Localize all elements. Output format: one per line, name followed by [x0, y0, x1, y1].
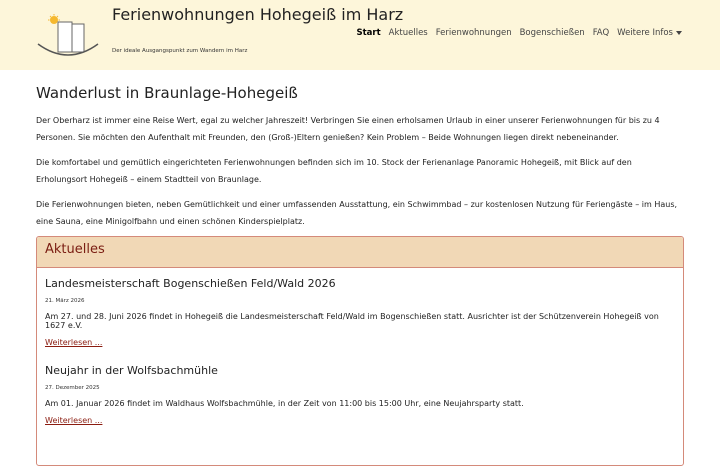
news-item-date: 27. Dezember 2025: [45, 385, 100, 391]
chevron-down-icon: [676, 31, 682, 35]
news-panel-header: [37, 237, 683, 268]
intro-paragraph-3: Die Ferienwohnungen bieten, neben Gemütlichkeit und einer umfassenden Ausstattung, ein Schwimmbad – zur kostenlosen Nutzung für Feriengäste – im Haus, eine Sauna, eine Minigolfbahn und einen schönen Kinderspielplatz.: [36, 200, 678, 226]
nav-aktuelles[interactable]: Aktuelles: [388, 28, 428, 38]
news-panel-title: Aktuelles: [45, 242, 105, 257]
news-item: [45, 363, 675, 427]
nav-weitere-infos[interactable]: [617, 28, 682, 38]
news-item: [45, 276, 675, 349]
site-title[interactable]: Ferienwohnungen Hohegeiß im Harz: [112, 5, 404, 24]
main-content: [36, 70, 684, 238]
nav-faq[interactable]: FAQ: [592, 28, 610, 38]
main-nav: [348, 28, 682, 38]
site-tagline: Der ideale Ausgangspunkt zum Wandern im Harz: [112, 48, 248, 54]
nav-ferienwohnungen[interactable]: Ferienwohnungen: [435, 28, 512, 38]
news-panel: [36, 236, 684, 466]
read-more-link[interactable]: Weiterlesen ...: [45, 416, 103, 425]
intro-paragraph-2: Die komfortabel und gemütlich eingerichteten Ferienwohnungen befinden sich im 10. Stock der Ferienanlage Panoramic Hohegeiß, mit Blick auf den Erholungsort Hohegeiß – einem Stadtteil von Braunlage.: [36, 158, 632, 184]
news-item-title[interactable]: Neujahr in der Wolfsbachmühle: [45, 364, 218, 377]
logo-icon[interactable]: [36, 14, 100, 60]
intro-paragraph-1: Der Oberharz ist immer eine Reise Wert, egal zu welcher Jahreszeit! Verbringen Sie einen erholsamen Urlaub in einer unserer Ferienwohnungen für bis zu 4 Personen. Sie möchten den Aufenthalt mit Freunden, den (Groß-)Eltern genießen? Kein Problem – Beide Wohnungen liegen direkt nebeneinander.: [36, 116, 660, 142]
site-header: [0, 0, 720, 70]
news-item-text: Am 01. Januar 2026 findet im Waldhaus Wolfsbachmühle, in der Zeit von 11:00 bis 15:00 Uhr, eine Neujahrsparty statt.: [45, 399, 524, 408]
nav-weitere-infos-label: Weitere Infos: [617, 28, 673, 38]
nav-bogenschiessen[interactable]: Bogenschießen: [519, 28, 585, 38]
read-more-link[interactable]: Weiterlesen ...: [45, 338, 103, 347]
news-list: [37, 276, 683, 427]
nav-start[interactable]: Start: [356, 28, 381, 38]
news-item-text: Am 27. und 28. Juni 2026 findet in Hohegeiß die Landesmeisterschaft Feld/Wald im Bogenschießen statt. Ausrichter ist der Schützenverein Hohegeiß von 1627 e.V.: [45, 312, 659, 330]
page-title: Wanderlust in Braunlage-Hohegeiß: [36, 84, 298, 102]
news-item-date: 21. März 2026: [45, 298, 85, 304]
news-item-title[interactable]: Landesmeisterschaft Bogenschießen Feld/Wald 2026: [45, 277, 336, 290]
